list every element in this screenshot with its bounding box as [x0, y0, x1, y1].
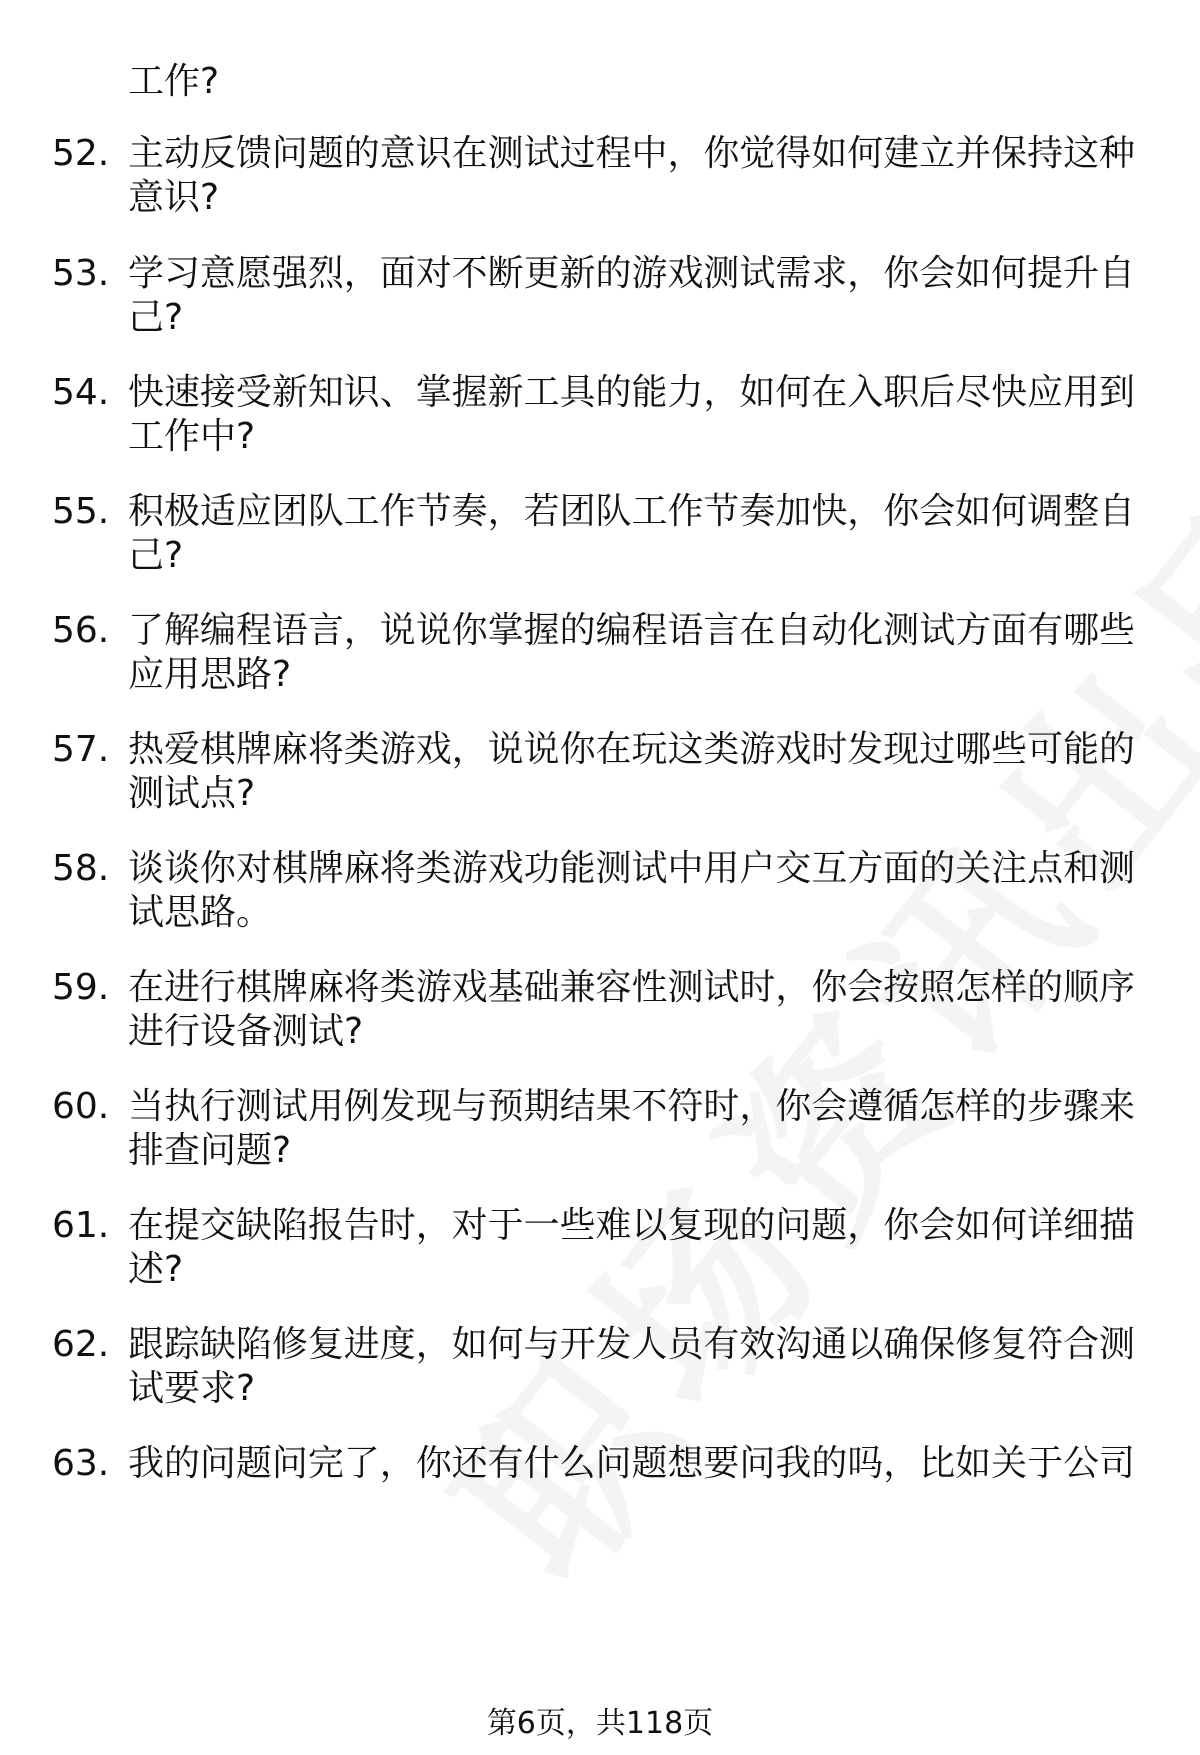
question-number: 61. — [52, 1205, 110, 1246]
question-line: 己? — [128, 535, 184, 576]
question-number: 53. — [52, 253, 110, 294]
question-number: 62. — [52, 1324, 110, 1365]
question-line: 工作中? — [128, 416, 256, 457]
question-line: 在进行棋牌麻将类游戏基础兼容性测试时，你会按照怎样的顺序 — [128, 967, 1136, 1008]
question-number: 56. — [52, 610, 110, 651]
question-line: 积极适应团队工作节奏，若团队工作节奏加快，你会如何调整自 — [128, 491, 1136, 532]
question-number: 60. — [52, 1086, 110, 1127]
question-line: 了解编程语言，说说你掌握的编程语言在自动化测试方面有哪些 — [128, 610, 1136, 651]
question-line: 进行设备测试? — [128, 1011, 364, 1052]
page-footer: 第6页，共118页 — [486, 1706, 714, 1741]
question-line: 快速接受新知识、掌握新工具的能力，如何在入职后尽快应用到 — [128, 372, 1136, 413]
question-number: 52. — [52, 133, 110, 174]
question-line: 应用思路? — [128, 654, 292, 695]
question-line: 跟踪缺陷修复进度，如何与开发人员有效沟通以确保修复符合测 — [128, 1324, 1136, 1365]
question-line: 主动反馈问题的意识在测试过程中，你觉得如何建立并保持这种 — [128, 133, 1136, 174]
question-line: 述? — [128, 1249, 184, 1290]
question-number: 58. — [52, 848, 110, 889]
question-number: 57. — [52, 729, 110, 770]
question-number: 63. — [52, 1443, 110, 1484]
question-line: 工作? — [128, 61, 220, 102]
question-number: 54. — [52, 372, 110, 413]
question-line: 在提交缺陷报告时，对于一些难以复现的问题，你会如何详细描 — [128, 1205, 1136, 1246]
question-line: 我的问题问完了，你还有什么问题想要问我的吗，比如关于公司 — [128, 1443, 1136, 1484]
question-line: 当执行测试用例发现与预期结果不符时，你会遵循怎样的步骤来 — [128, 1086, 1136, 1127]
question-line: 试思路。 — [128, 892, 273, 933]
question-line: 谈谈你对棋牌麻将类游戏功能测试中用户交互方面的关注点和测 — [128, 848, 1136, 889]
question-line: 学习意愿强烈，面对不断更新的游戏测试需求，你会如何提升自 — [128, 253, 1136, 294]
question-line: 排查问题? — [128, 1130, 292, 1171]
question-line: 己? — [128, 297, 184, 338]
question-line: 热爱棋牌麻将类游戏，说说你在玩这类游戏时发现过哪些可能的 — [128, 729, 1136, 770]
question-line: 意识? — [128, 177, 220, 218]
question-number: 59. — [52, 967, 110, 1008]
question-number: 55. — [52, 491, 110, 532]
question-line: 测试点? — [128, 773, 256, 814]
question-line: 试要求? — [128, 1368, 256, 1409]
